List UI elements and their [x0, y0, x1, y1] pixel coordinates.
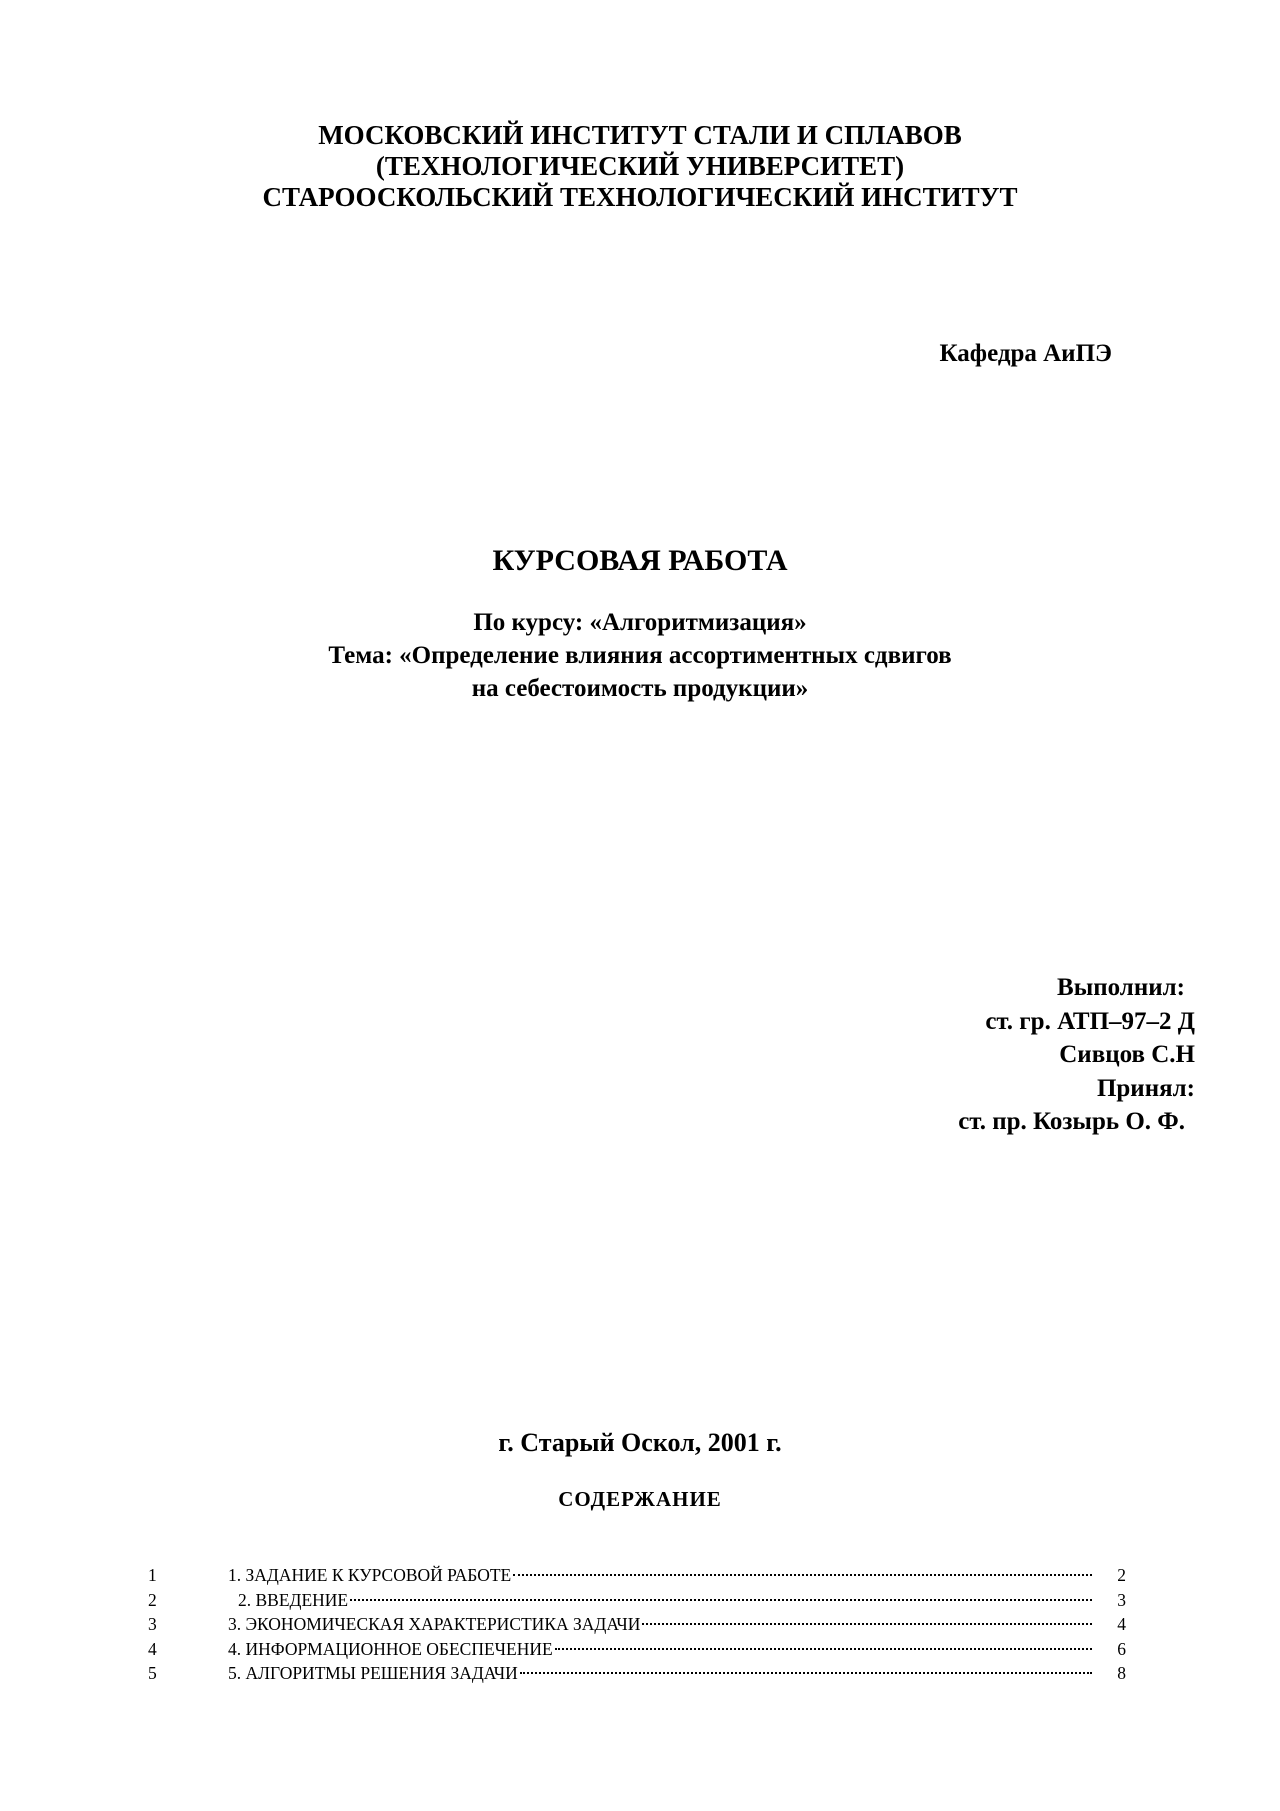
- toc-item-title: 1. ЗАДАНИЕ К КУРСОВОЙ РАБОТЕ: [228, 1565, 512, 1585]
- branch-institute-line: СТАРООСКОЛЬСКИЙ ТЕХНОЛОГИЧЕСКИЙ ИНСТИТУТ: [262, 182, 1018, 212]
- department-label: Кафедра АиПЭ: [939, 340, 1112, 367]
- performed-label: Выполнил:: [1057, 974, 1185, 1001]
- student-name: Сивцов С.Н: [1059, 1041, 1195, 1068]
- toc-item-number: 2: [148, 1589, 157, 1610]
- institute-name-line: МОСКОВСКИЙ ИНСТИТУТ СТАЛИ И СПЛАВОВ: [318, 120, 962, 150]
- toc-item-page: 6: [1117, 1638, 1126, 1659]
- toc-item[interactable]: [148, 1661, 1126, 1686]
- toc-item-number: 5: [148, 1663, 157, 1683]
- teacher-name: ст. пр. Козырь О. Ф.: [958, 1108, 1185, 1135]
- student-group: ст. гр. АТП–97–2 Д: [985, 1007, 1195, 1035]
- toc-item[interactable]: [148, 1588, 1126, 1613]
- toc-item[interactable]: [148, 1612, 1126, 1637]
- toc-item-number: 4: [148, 1638, 157, 1659]
- toc-item-page: 2: [1117, 1565, 1126, 1585]
- institute-header: [0, 120, 1280, 213]
- toc-item[interactable]: [148, 1563, 1126, 1588]
- work-title: КУРСОВАЯ РАБОТА: [492, 544, 788, 577]
- accepted-label: Принял:: [1096, 1074, 1195, 1102]
- toc-leader-dots: [555, 1647, 1092, 1650]
- toc-item-number: 1: [148, 1565, 157, 1585]
- toc-item-number: 3: [148, 1614, 157, 1634]
- toc-item-page: 3: [1117, 1589, 1126, 1610]
- toc-item-title: 2. ВВЕДЕНИЕ: [238, 1589, 349, 1610]
- toc-item-title: 3. ЭКОНОМИЧЕСКАЯ ХАРАКТЕРИСТИКА ЗАДАЧИ: [228, 1614, 641, 1634]
- toc-item-title: 5. АЛГОРИТМЫ РЕШЕНИЯ ЗАДАЧИ: [228, 1663, 518, 1683]
- toc-item[interactable]: [148, 1637, 1126, 1662]
- topic-line-2: на себестоимость продукции»: [471, 675, 809, 702]
- toc-leader-dots: [520, 1671, 1092, 1674]
- toc-leader-dots: [350, 1598, 1092, 1601]
- institute-subtitle-line: (ТЕХНОЛОГИЧЕСКИЙ УНИВЕРСИТЕТ): [375, 151, 905, 181]
- toc-leader-dots: [642, 1622, 1092, 1625]
- contents-title: СОДЕРЖАНИЕ: [558, 1487, 722, 1511]
- topic-line-1: Тема: «Определение влияния ассортиментных сдвигов: [328, 642, 952, 669]
- toc-leader-dots: [513, 1573, 1092, 1576]
- authors-block: [958, 971, 1195, 1139]
- toc-item-page: 8: [1117, 1663, 1126, 1683]
- city-year: г. Старый Оскол, 2001 г.: [498, 1428, 782, 1457]
- course-line: По курсу: «Алгоритмизация»: [473, 609, 807, 636]
- table-of-contents: [148, 1563, 1126, 1686]
- toc-item-page: 4: [1117, 1614, 1126, 1634]
- course-topic: [0, 606, 1280, 705]
- toc-item-title: 4. ИНФОРМАЦИОННОЕ ОБЕСПЕЧЕНИЕ: [228, 1638, 553, 1659]
